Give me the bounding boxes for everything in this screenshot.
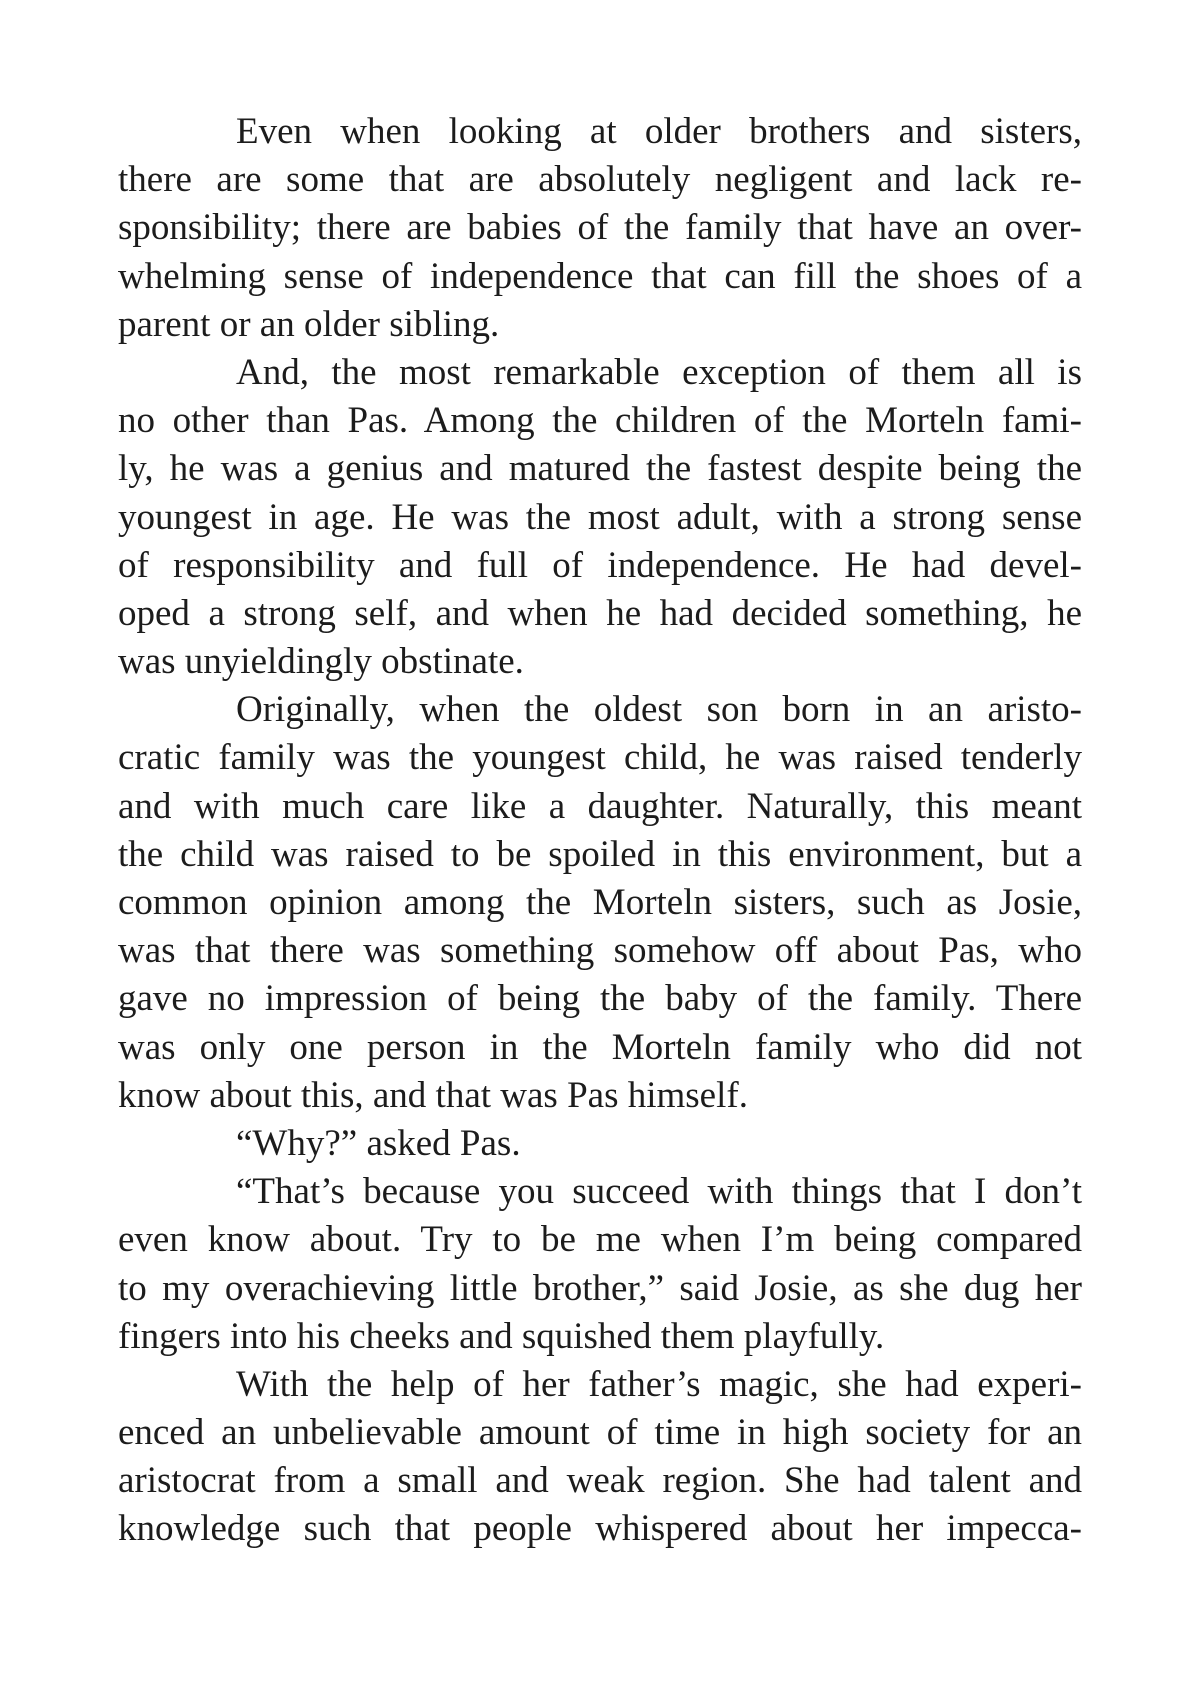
text-line: the child was raised to be spoiled in this environment, but a [118, 833, 1082, 875]
text-line: common opinion among the Morteln sisters, such as Josie, [118, 882, 1082, 923]
text-line: whelming sense of independence that can fill the shoes of a [118, 255, 1082, 297]
text-line: know about this, and that was Pas himself. [118, 1074, 748, 1116]
text-line: was that there was something somehow off about Pas, who [118, 930, 1082, 972]
text-line: was only one person in the Morteln family who did not [118, 1026, 1082, 1068]
paragraph [118, 1168, 1082, 1361]
text-line: youngest in age. He was the most adult, with a strong sense [118, 496, 1082, 538]
text-line: enced an unbelievable amount of time in high society for an [118, 1412, 1082, 1454]
text-line: sponsibility; there are babies of the family that have an over- [118, 207, 1082, 249]
text-line: oped a strong self, and when he had decided something, he [118, 592, 1082, 634]
text-line: ly, he was a genius and matured the fastest despite being the [118, 448, 1082, 490]
text-line: “That’s because you succeed with things that I don’t [236, 1171, 1082, 1213]
text-line: and with much care like a daughter. Naturally, this meant [118, 785, 1082, 827]
text-line: to my overachieving little brother,” said Josie, as she dug her [118, 1267, 1082, 1309]
paragraph [118, 349, 1082, 686]
text-line: there are some that are absolutely negligent and lack re- [118, 159, 1082, 201]
paragraph [118, 108, 1082, 349]
text-line: gave no impression of being the baby of the family. There [118, 978, 1082, 1020]
text-line: And, the most remarkable exception of them all is [236, 351, 1082, 393]
text-line: Originally, when the oldest son born in an aristo- [236, 689, 1082, 731]
text-line: With the help of her father’s magic, she had experi- [236, 1363, 1082, 1405]
text-line: “Why?” asked Pas. [236, 1122, 521, 1164]
paragraph [118, 1120, 1082, 1168]
text-line: even know about. Try to be me when I’m being compared [118, 1219, 1082, 1261]
paragraph [118, 686, 1082, 1120]
text-line: of responsibility and full of independence. He had devel- [118, 544, 1082, 586]
text-line: fingers into his cheeks and squished them playfully. [118, 1315, 885, 1357]
text-column [118, 108, 1082, 1554]
text-line: was unyieldingly obstinate. [118, 641, 524, 683]
paragraph [118, 1361, 1082, 1554]
text-line: aristocrat from a small and weak region. She had talent and [118, 1460, 1082, 1502]
text-line: knowledge such that people whispered about her impecca- [118, 1508, 1082, 1550]
text-line: no other than Pas. Among the children of the Morteln fami- [118, 400, 1082, 442]
text-line: cratic family was the youngest child, he was raised tenderly [118, 737, 1082, 779]
text-line: Even when looking at older brothers and sisters, [236, 111, 1082, 152]
text-line: parent or an older sibling. [118, 303, 500, 345]
